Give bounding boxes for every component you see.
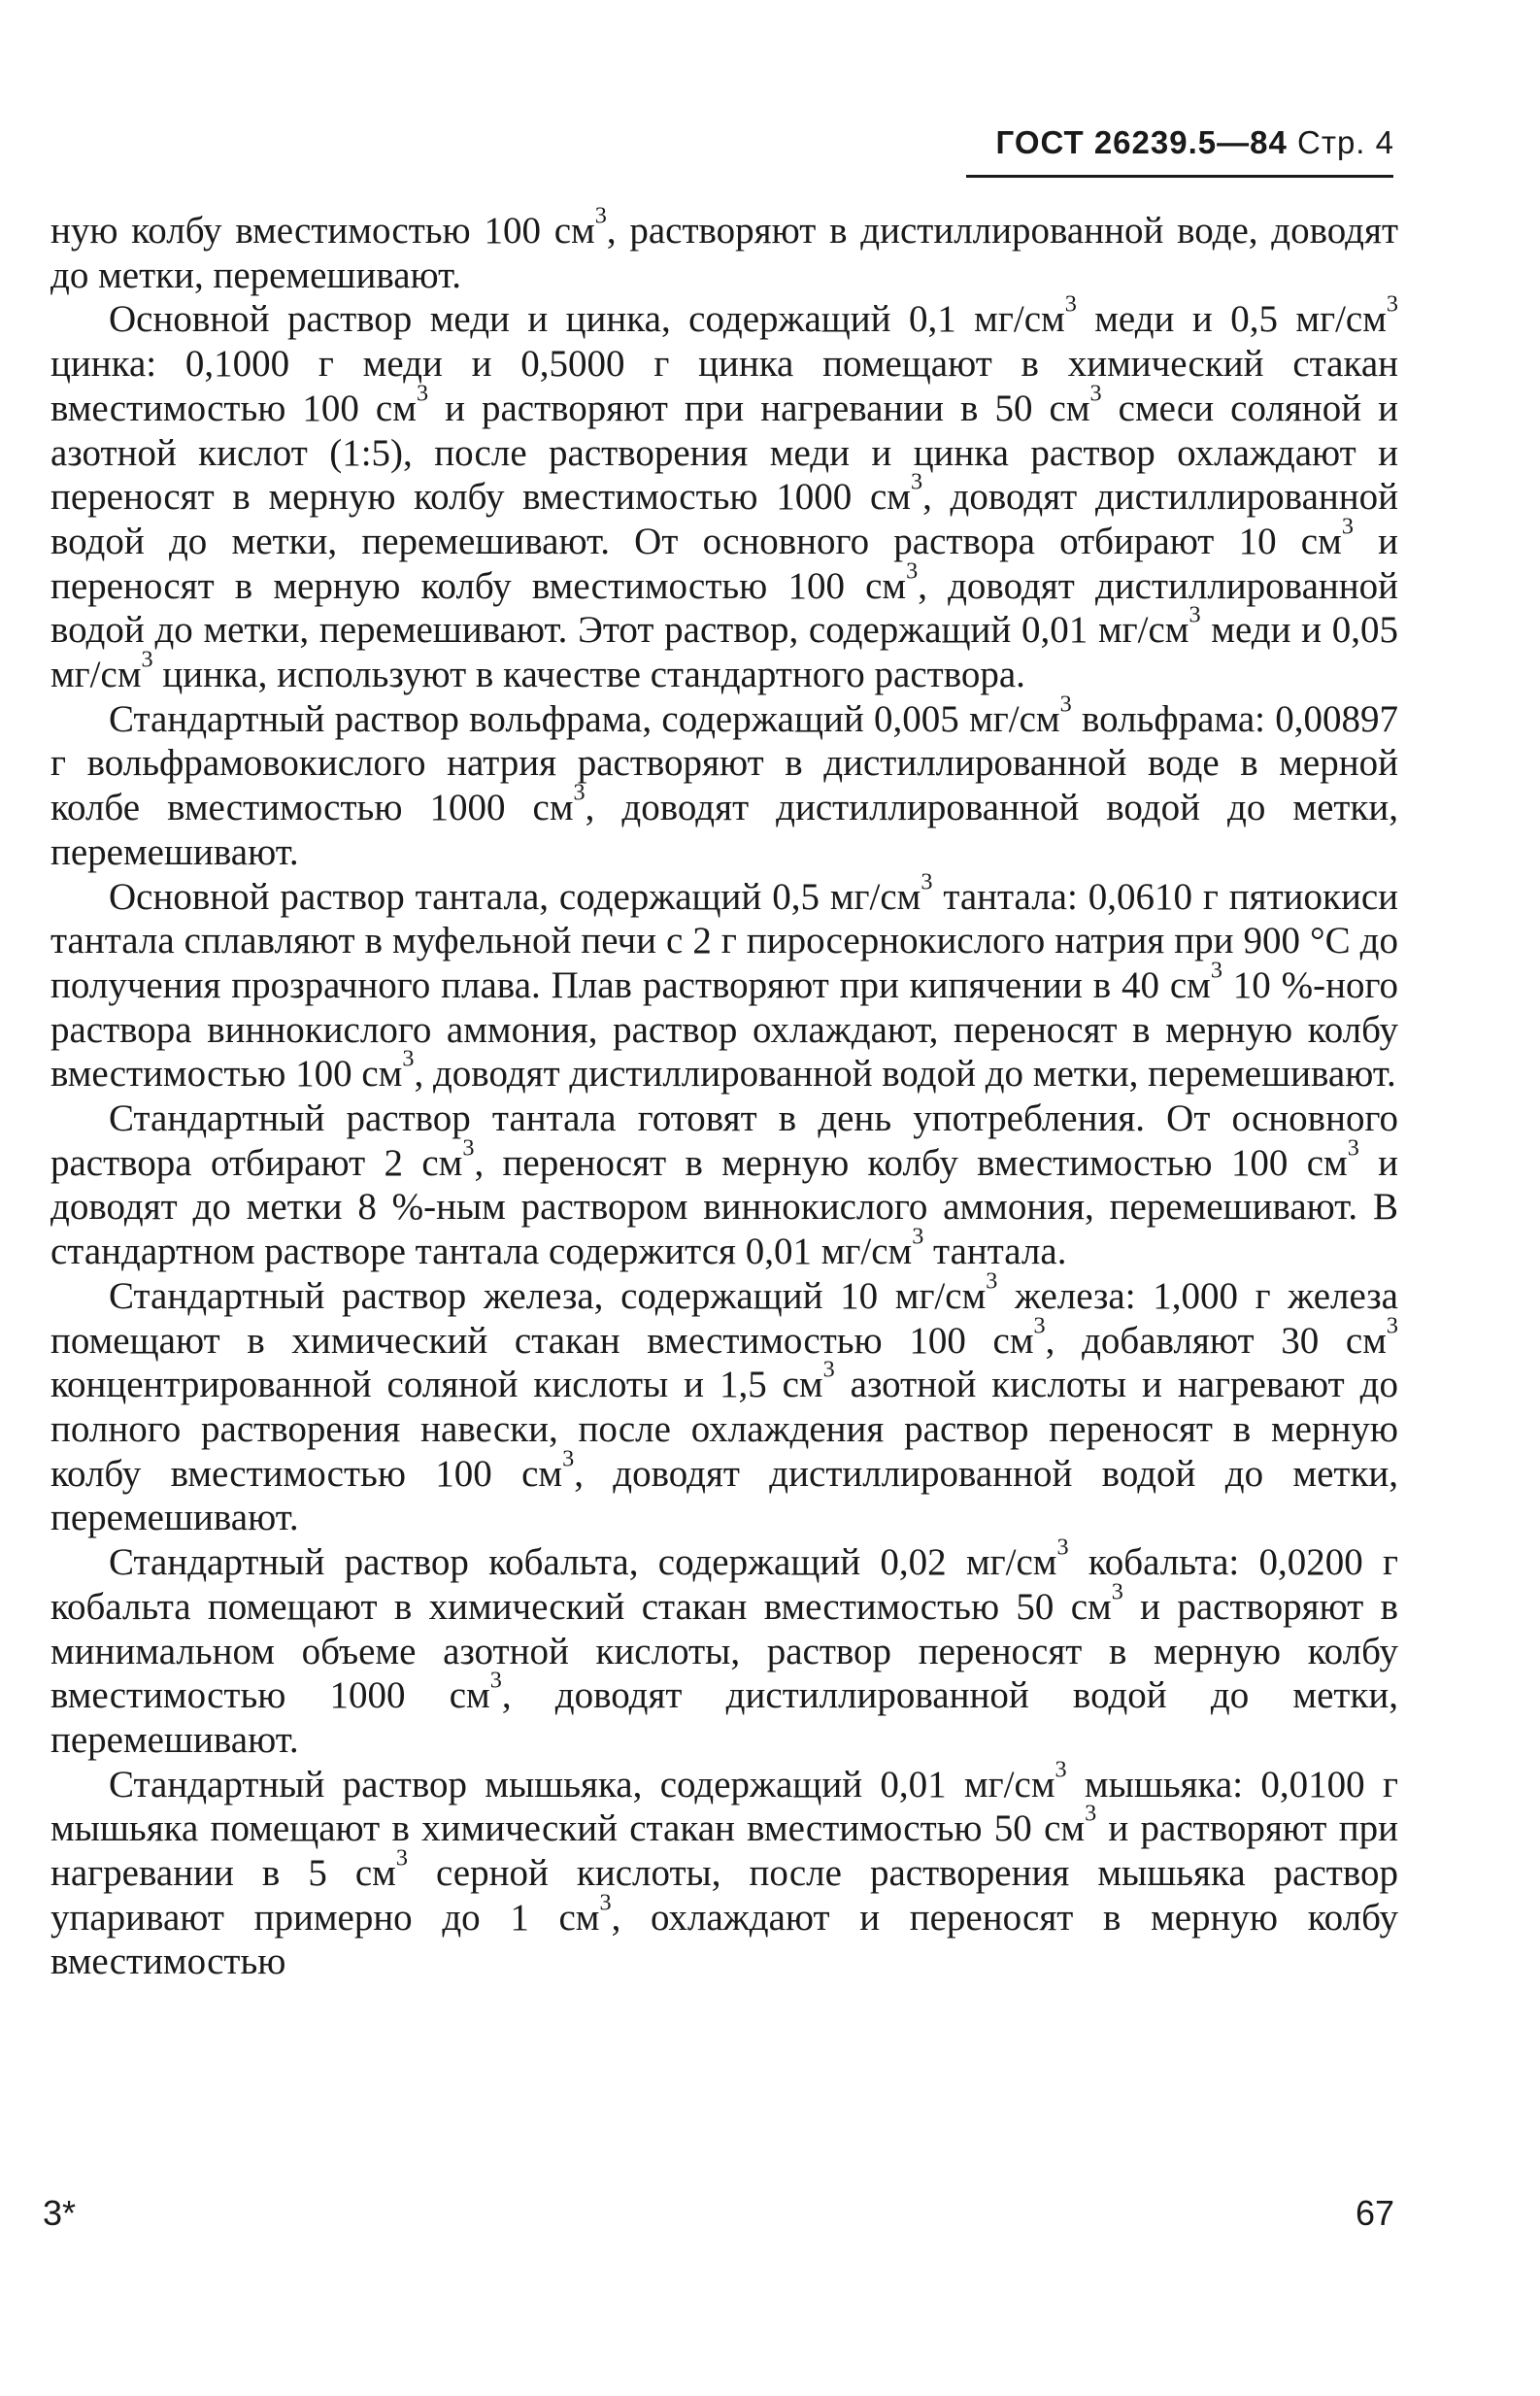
text-run: 10 %-ного раствора виннокислого аммония, раствор охлаждают, переносят в мерную колбу вместимостью 100 см <box>50 963 1398 1096</box>
text-run: и растворяют при нагревании в 5 см <box>50 1807 1398 1895</box>
paragraph <box>50 290 1399 696</box>
text-run: меди и 0,5 мг/см <box>1076 298 1387 341</box>
text-run: Основной раствор меди и цинка, содержащий 0,1 мг/см <box>109 298 1065 341</box>
paragraph <box>50 1097 1398 1274</box>
text-run: Стандартный раствор тантала готовят в день употребления. От основного раствора отбирают 2 см <box>50 1097 1398 1184</box>
text-run: , доводят дистиллированной водой до метки, перемешивают. <box>50 1674 1398 1761</box>
superscript: 3 <box>1089 380 1102 407</box>
superscript: 3 <box>1085 1800 1097 1827</box>
superscript: 3 <box>1210 957 1222 984</box>
paragraph <box>50 1756 1398 1985</box>
header-rule <box>966 175 1393 178</box>
superscript: 3 <box>912 1223 924 1250</box>
text-run: ную колбу вместимостью 100 см <box>50 210 595 252</box>
text-run: Стандартный раствор железа, содержащий 10 мг/см <box>109 1274 987 1317</box>
superscript: 3 <box>562 1445 575 1472</box>
superscript: 3 <box>402 1045 415 1072</box>
text-run: азотной кислоты и нагревают до полного растворения навески, после охлаждения раствор переносят в мерную колбу вместимостью 100 см <box>50 1364 1398 1495</box>
superscript: 3 <box>462 1134 475 1162</box>
text-run: , доводят дистиллированной водой до метки, перемешивают. От основного раствора отбирают 10 см <box>50 476 1398 562</box>
superscript: 3 <box>1059 691 1072 718</box>
superscript: 3 <box>395 1844 408 1872</box>
text-run: концентрированной соляной кислоты и 1,5 см <box>50 1364 823 1406</box>
paragraph <box>50 868 1398 1097</box>
text-run: , доводят дистиллированной водой до метки, перемешивают. <box>414 1053 1396 1096</box>
paragraph <box>50 691 1399 875</box>
superscript: 3 <box>1386 1312 1398 1339</box>
superscript: 3 <box>986 1267 998 1295</box>
superscript: 3 <box>599 1889 612 1916</box>
running-header <box>996 124 1394 161</box>
superscript: 3 <box>1188 601 1201 628</box>
text-run: мышьяка: 0,0100 г мышьяка помещают в химический стакан вместимостью 50 см <box>50 1763 1398 1850</box>
sheet-signature: 3* <box>43 2193 77 2233</box>
paragraph <box>50 1267 1399 1540</box>
text-run: , охлаждают и переносят в мерную колбу вместимостью <box>50 1896 1398 1983</box>
body-text <box>50 202 1399 1984</box>
text-run: , доводят дистиллированной водой до метки, перемешивают. Этот раствор, содержащий 0,01 мг/см <box>50 564 1398 652</box>
superscript: 3 <box>1055 1756 1067 1783</box>
superscript: 3 <box>921 868 933 894</box>
paragraph <box>50 1534 1399 1763</box>
superscript: 3 <box>141 646 153 673</box>
page-number: 67 <box>1355 2193 1394 2233</box>
superscript: 3 <box>822 1356 835 1383</box>
text-run: смеси соляной и азотной кислот (1:5), после растворения меди и цинка раствор охлаждают и переносят в мерную колбу вместимостью 1000 см <box>50 387 1398 519</box>
superscript: 3 <box>594 202 607 229</box>
superscript: 3 <box>416 380 429 407</box>
text-run: цинка, используют в качестве стандартного раствора. <box>152 654 1025 696</box>
text-run: вольфрама: 0,00897 г вольфрамовокислого натрия растворяют в дистиллированной воде в мерной колбе вместимостью 1000 см <box>50 697 1398 829</box>
text-run: и переносят в мерную колбу вместимостью 100 см <box>50 520 1399 607</box>
text-run: тантала: 0,0610 г пятиокиси тантала сплавляют в муфельной печи с 2 г пиросернокислого натрия при 900 °С до получения прозрачного плава. Плав растворяют при кипячении в 40 см <box>50 875 1398 1006</box>
text-run: Основной раствор тантала, содержащий 0,5 мг/см <box>109 875 921 918</box>
text-run: и доводят до метки 8 %-ным раствором виннокислого аммония, перемешивают. В стандартном растворе тантала содержится 0,01 мг/см <box>50 1141 1398 1273</box>
text-run: и растворяют в минимальном объеме азотной кислоты, раствор переносят в мерную колбу вместимостью 1000 см <box>50 1585 1398 1717</box>
page-label: Стр. 4 <box>1297 124 1394 160</box>
text-run: , доводят дистиллированной водой до метки, перемешивают. <box>50 1452 1399 1539</box>
text-run: и растворяют при нагревании в 50 см <box>428 387 1090 429</box>
superscript: 3 <box>906 557 919 585</box>
text-run: Стандартный раствор кобальта, содержащий 0,02 мг/см <box>109 1541 1057 1584</box>
superscript: 3 <box>573 779 586 806</box>
superscript: 3 <box>910 468 923 495</box>
superscript: 3 <box>1033 1312 1046 1339</box>
superscript: 3 <box>1064 290 1077 318</box>
text-run: Стандартный раствор вольфрама, содержащий 0,005 мг/см <box>109 697 1060 740</box>
superscript: 3 <box>1056 1534 1069 1561</box>
text-run: , переносят в мерную колбу вместимостью 100 см <box>474 1141 1348 1184</box>
text-run: , добавляют 30 см <box>1045 1319 1387 1362</box>
text-run: меди и 0,05 мг/см <box>50 609 1398 696</box>
paragraph <box>50 202 1398 297</box>
superscript: 3 <box>489 1667 502 1694</box>
text-run: кобальта: 0,0200 г кобальта помещают в химический стакан вместимостью 50 см <box>50 1541 1399 1628</box>
text-run: , доводят дистиллированной водой до метки, перемешивают. <box>50 787 1399 873</box>
superscript: 3 <box>1347 1134 1359 1162</box>
text-run: цинка: 0,1000 г меди и 0,5000 г цинка помещают в химический стакан вместимостью 100 см <box>50 343 1398 429</box>
text-run: , растворяют в дистиллированной воде, доводят до метки, перемешивают. <box>50 210 1398 296</box>
standard-number: ГОСТ 26239.5—84 <box>995 124 1288 160</box>
superscript: 3 <box>1386 290 1398 318</box>
text-run: серной кислоты, после растворения мышьяка раствор упаривают примерно до 1 см <box>50 1852 1398 1939</box>
text-run: железа: 1,000 г железа помещают в химический стакан вместимостью 100 см <box>50 1274 1398 1362</box>
superscript: 3 <box>1111 1578 1123 1605</box>
text-run: тантала. <box>923 1231 1067 1273</box>
superscript: 3 <box>1341 513 1354 540</box>
text-run: Стандартный раствор мышьяка, содержащий 0,01 мг/см <box>109 1763 1055 1805</box>
